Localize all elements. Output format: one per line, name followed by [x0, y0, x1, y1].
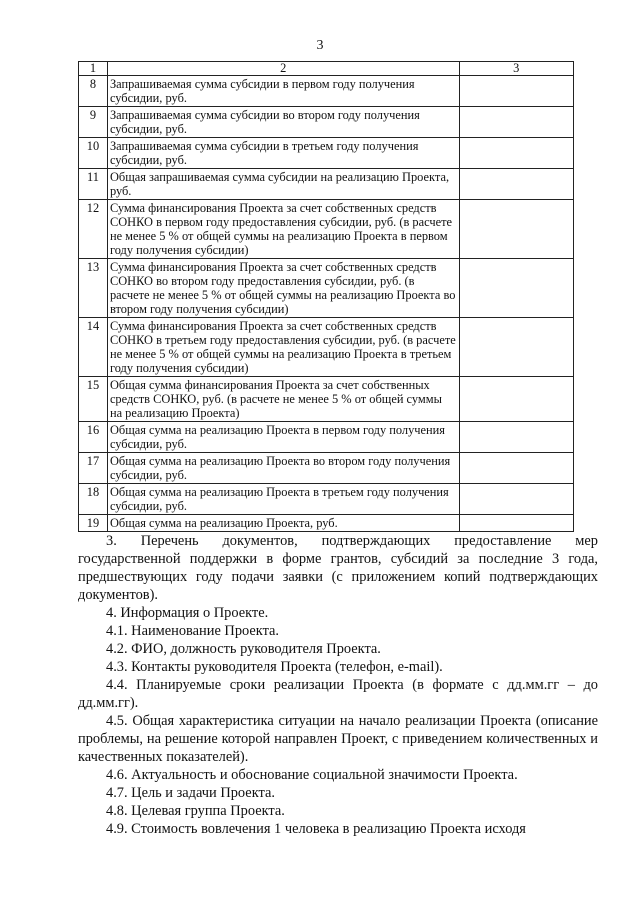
- row-description: Запрашиваемая сумма субсидии в первом году получения субсидии, руб.: [107, 76, 459, 107]
- row-number: 10: [79, 138, 108, 169]
- row-description: Сумма финансирования Проекта за счет собственных средств СОНКО в третьем году предоставления субсидии, руб. (в расчете не менее 5 % от общей суммы на реализацию Проекта в третьем году получения субсидии): [107, 318, 459, 377]
- row-value: [459, 318, 573, 377]
- row-number: 18: [79, 484, 108, 515]
- table-row: [79, 515, 574, 532]
- table-row: [79, 76, 574, 107]
- paragraph: 4.4. Планируемые сроки реализации Проекта (в формате с дд.мм.гг – до дд.мм.гг).: [78, 677, 598, 711]
- row-number: 16: [79, 422, 108, 453]
- table-row: [79, 422, 574, 453]
- table-row: [79, 377, 574, 422]
- row-description: Общая запрашиваемая сумма субсидии на реализацию Проекта, руб.: [107, 169, 459, 200]
- row-value: [459, 453, 573, 484]
- table-row: [79, 107, 574, 138]
- table-header-row: [79, 62, 574, 76]
- column-header-3: 3: [459, 62, 573, 76]
- table-row: [79, 200, 574, 259]
- paragraph: 4.7. Цель и задачи Проекта.: [106, 785, 275, 801]
- table-row: [79, 453, 574, 484]
- row-value: [459, 422, 573, 453]
- page-number: 3: [316, 38, 324, 53]
- paragraph: 3. Перечень документов, подтверждающих предоставление мер государственной поддержки в форме грантов, субсидий за последние 3 года, предшествующих году подачи заявки (с приложением копий подтверждающих документов).: [78, 533, 598, 603]
- row-description: Общая сумма на реализацию Проекта во втором году получения субсидии, руб.: [107, 453, 459, 484]
- row-value: [459, 515, 573, 532]
- application-table: [78, 61, 574, 532]
- row-number: 14: [79, 318, 108, 377]
- row-number: 11: [79, 169, 108, 200]
- row-value: [459, 169, 573, 200]
- row-number: 9: [79, 107, 108, 138]
- paragraph: 4.5. Общая характеристика ситуации на начало реализации Проекта (описание проблемы, на решение которой направлен Проект, с приведением количественных и качественных показателей).: [78, 713, 598, 765]
- table-row: [79, 484, 574, 515]
- row-description: Общая сумма на реализацию Проекта, руб.: [107, 515, 459, 532]
- row-number: 8: [79, 76, 108, 107]
- row-description: Общая сумма на реализацию Проекта в первом году получения субсидии, руб.: [107, 422, 459, 453]
- paragraph: 4. Информация о Проекте.: [106, 605, 269, 621]
- paragraph: 4.6. Актуальность и обоснование социальной значимости Проекта.: [106, 767, 518, 783]
- table-row: [79, 169, 574, 200]
- paragraph: 4.3. Контакты руководителя Проекта (телефон, e-mail).: [106, 659, 443, 675]
- column-header-1: 1: [79, 62, 108, 76]
- row-number: 12: [79, 200, 108, 259]
- body-text: [78, 532, 598, 838]
- row-number: 17: [79, 453, 108, 484]
- table-row: [79, 138, 574, 169]
- row-description: Запрашиваемая сумма субсидии в третьем году получения субсидии, руб.: [107, 138, 459, 169]
- row-description: Запрашиваемая сумма субсидии во втором году получения субсидии, руб.: [107, 107, 459, 138]
- row-value: [459, 107, 573, 138]
- table-body: [79, 76, 574, 532]
- row-value: [459, 76, 573, 107]
- row-description: Общая сумма финансирования Проекта за счет собственных средств СОНКО, руб. (в расчете не менее 5 % от общей суммы на реализацию Проекта): [107, 377, 459, 422]
- row-number: 13: [79, 259, 108, 318]
- row-description: Сумма финансирования Проекта за счет собственных средств СОНКО в первом году предоставления субсидии, руб. (в расчете не менее 5 % от общей суммы на реализацию Проекта в первом году получения субсидии): [107, 200, 459, 259]
- paragraph: 4.9. Стоимость вовлечения 1 человека в реализацию Проекта исходя: [106, 821, 526, 837]
- table-row: [79, 318, 574, 377]
- paragraph: 4.8. Целевая группа Проекта.: [106, 803, 285, 819]
- row-value: [459, 200, 573, 259]
- table-row: [79, 259, 574, 318]
- paragraph: 4.2. ФИО, должность руководителя Проекта.: [106, 641, 381, 657]
- row-value: [459, 138, 573, 169]
- row-number: 19: [79, 515, 108, 532]
- paragraph: 4.1. Наименование Проекта.: [106, 623, 280, 639]
- row-description: Сумма финансирования Проекта за счет собственных средств СОНКО во втором году предоставления субсидии, руб. (в расчете не менее 5 % от общей суммы на реализацию Проекта во втором году получения субсидии): [107, 259, 459, 318]
- row-number: 15: [79, 377, 108, 422]
- row-value: [459, 377, 573, 422]
- row-description: Общая сумма на реализацию Проекта в третьем году получения субсидии, руб.: [107, 484, 459, 515]
- row-value: [459, 484, 573, 515]
- row-value: [459, 259, 573, 318]
- column-header-2: 2: [107, 62, 459, 76]
